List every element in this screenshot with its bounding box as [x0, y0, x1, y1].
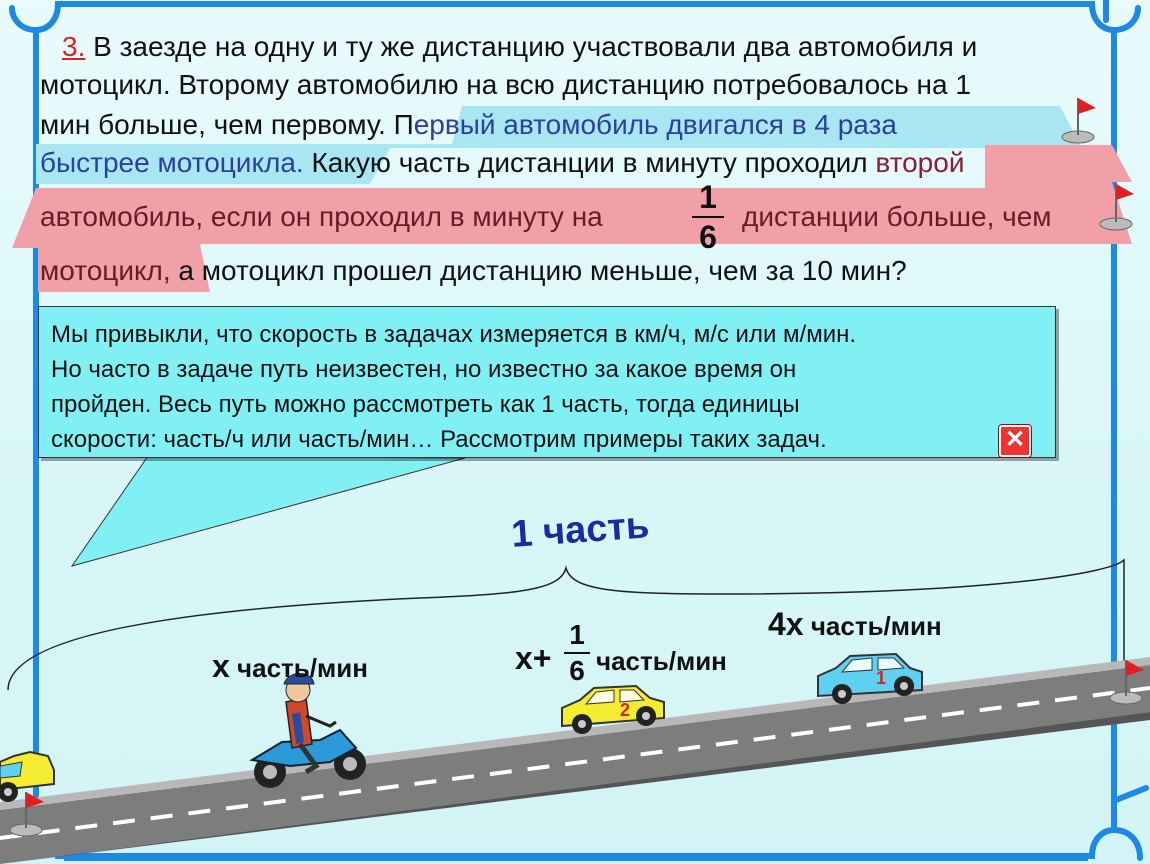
car2-speed-var: x+	[515, 640, 552, 676]
car2-speed-label	[515, 640, 551, 677]
motorcycle-icon	[252, 674, 366, 789]
moto-speed-var: x	[212, 648, 230, 684]
callout-line-2: Но часто в задаче путь неизвестен, но известно за какое время он	[51, 356, 797, 383]
problem-line-5a: автомобиль, если он проходил в минуту на	[40, 201, 603, 232]
problem-text-6a: мотоцикл,	[40, 255, 171, 286]
callout-line-4: скорости: часть/ч или часть/мин… Рассмотрим примеры таких задач.	[51, 426, 827, 453]
car1-speed-unit: часть/мин	[803, 611, 942, 641]
car2-fraction	[564, 620, 590, 686]
problem-text-6b: а мотоцикл прошел дистанцию меньше, чем за 10 мин?	[170, 255, 907, 286]
car2-speed-unit: часть/мин	[596, 646, 727, 676]
problem-text-3a: мин больше, чем первому. П	[40, 109, 414, 140]
callout-text	[51, 317, 1041, 457]
problem-text-4a: быстрее мотоцикла.	[40, 147, 304, 178]
problem-number: 3.	[62, 31, 86, 62]
problem-line-6	[40, 254, 907, 288]
problem-line-5b: дистанции больше, чем	[742, 201, 1052, 232]
problem-text-4c: второй	[875, 147, 965, 178]
problem-text-3b: ервый автомобиль двигался в 4 раза	[413, 109, 897, 140]
problem-text-1: В заезде на одну и ту же дистанцию участвовали два автомобиля и	[93, 31, 978, 62]
car1-speed-var: 4x	[768, 606, 804, 642]
moto-speed-unit: часть/мин	[229, 653, 368, 683]
car2-fraction-denominator: 6	[569, 655, 585, 686]
callout-line-1: Мы привыкли, что скорость в задачах измеряется в км/ч, м/с или м/мин.	[51, 321, 857, 348]
problem-line-3	[40, 108, 897, 142]
problem-fraction-numerator: 1	[699, 179, 717, 215]
problem-fraction-denominator: 6	[699, 219, 717, 255]
car1-number: 1	[876, 668, 887, 688]
car2-number: 2	[620, 700, 631, 720]
car1-speed-label	[768, 606, 942, 643]
car2-fraction-bar	[564, 652, 590, 654]
problem-fraction-bar	[692, 216, 724, 218]
problem-line-4	[40, 146, 964, 180]
moto-speed-label	[212, 648, 368, 685]
problem-text-4b: Какую часть дистанции в минуту проходил	[303, 147, 876, 178]
car2-speed-unit-wrap	[596, 646, 727, 677]
problem-line-2: мотоцикл. Второму автомобилю на всю дистанцию потребовалось на 1	[40, 69, 971, 100]
part-label: 1 часть	[510, 504, 651, 556]
car2-fraction-numerator: 1	[569, 619, 585, 650]
callout-tail	[72, 456, 465, 566]
info-callout	[38, 306, 1056, 458]
close-icon[interactable]: ✕	[999, 425, 1031, 457]
problem-fraction	[692, 180, 724, 254]
callout-line-3: пройден. Весь путь можно рассмотреть как 1 часть, тогда единицы	[51, 391, 800, 418]
problem-line-1	[62, 30, 977, 64]
